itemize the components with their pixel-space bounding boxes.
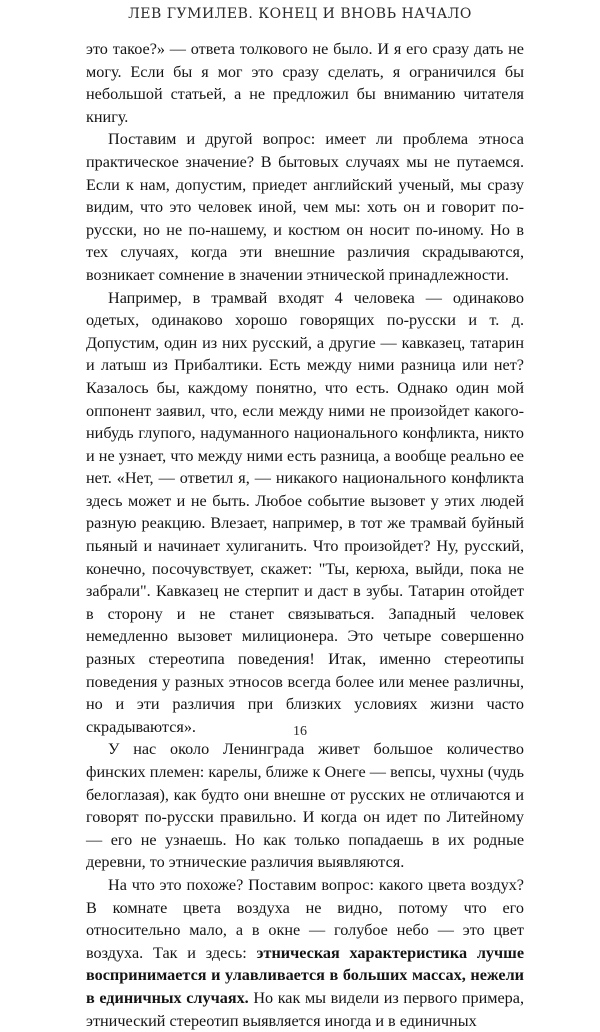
paragraph-text: На что это похоже? Поставим вопрос: какого цвета воздух? В комнате цвета воздуха не видно, потому что его относительно мало, а в окне — голубое небо — это цвет воздуха. Так и здесь: — [86, 875, 524, 962]
paragraph-text: Но как мы видели из первого примера, этнический стереотип выявляется иногда и в единичных — [86, 988, 524, 1030]
paragraph: Поставим и другой вопрос: имеет ли проблема этноса практическое значение? В бытовых случаях мы не путаемся. Если к нам, допустим, приедет английский ученый, мы сразу видим, что это человек иной, чем мы: хоть он и говорит по-русски, но не по-нашему, и костюм он носит по-иному. Но в тех случаях, когда эти внешние различия скрадываются, возникает сомнение в значении этнической принадлежности. — [86, 130, 524, 284]
paragraph-with-emphasis — [86, 874, 524, 1032]
page-number: 16 — [293, 724, 307, 739]
running-header: ЛЕВ ГУМИЛЕВ. КОНЕЦ И ВНОВЬ НАЧАЛО — [128, 6, 472, 22]
bold-emphasis: этническая характеристика лучше воспринимается и улавливается в больших массах, нежели в единичных случаях. — [86, 943, 525, 1007]
page-body — [86, 38, 524, 1032]
paragraph-continuation: это такое?» — ответа толкового не было. И я его сразу дать не могу. Если бы я мог это сразу сделать, я ограничился бы небольшой статьей, а не предложил бы вниманию читателя книгу. — [86, 40, 524, 126]
paragraph: У нас около Ленинграда живет большое количество финских племен: карелы, ближе к Онеге — вепсы, чухны (чудь белоглазая), как будто они внешне от русских не отличаются и говорят по-русски правильно. И когда он идет по Литейному — его не узнаешь. Но как только попадаешь в их родные деревни, то этнические различия выявляются. — [86, 740, 524, 872]
paragraph: Например, в трамвай входят 4 человека — одинаково одетых, одинаково хорошо говорящих по-русски и т. д. Допустим, один из них русский, а другие — кавказец, татарин и латыш из Прибалтики. Есть между ними разница или нет? Казалось бы, каждому понятно, что есть. Однако один мой оппонент заявил, что, если между ними не произойдет какого-нибудь глупого, надуманного национального конфликта, никто и не узнает, что между ними есть разница, а вообще реально ее нет. «Нет, — ответил я, — никакого национального конфликта здесь может и не быть. Любое событие вызовет у этих людей разную реакцию. Влезает, например, в тот же трамвай буйный пьяный и начинает хулиганить. Что произойдет? Ну, русский, конечно, посочувствует, скажет: "Ты, керюха, выйди, пока не забрали". Кавказец не стерпит и даст в зубы. Татарин отойдет в сторону и не станет связываться. Западный человек немедленно вызовет милиционера. Это четыре совершенно разных стереотипа поведения! Итак, именно стереотипы поведения у разных этносов всегда более или менее различны, но и эти различия при близких условиях жизни часто скрадываются». — [86, 288, 524, 736]
